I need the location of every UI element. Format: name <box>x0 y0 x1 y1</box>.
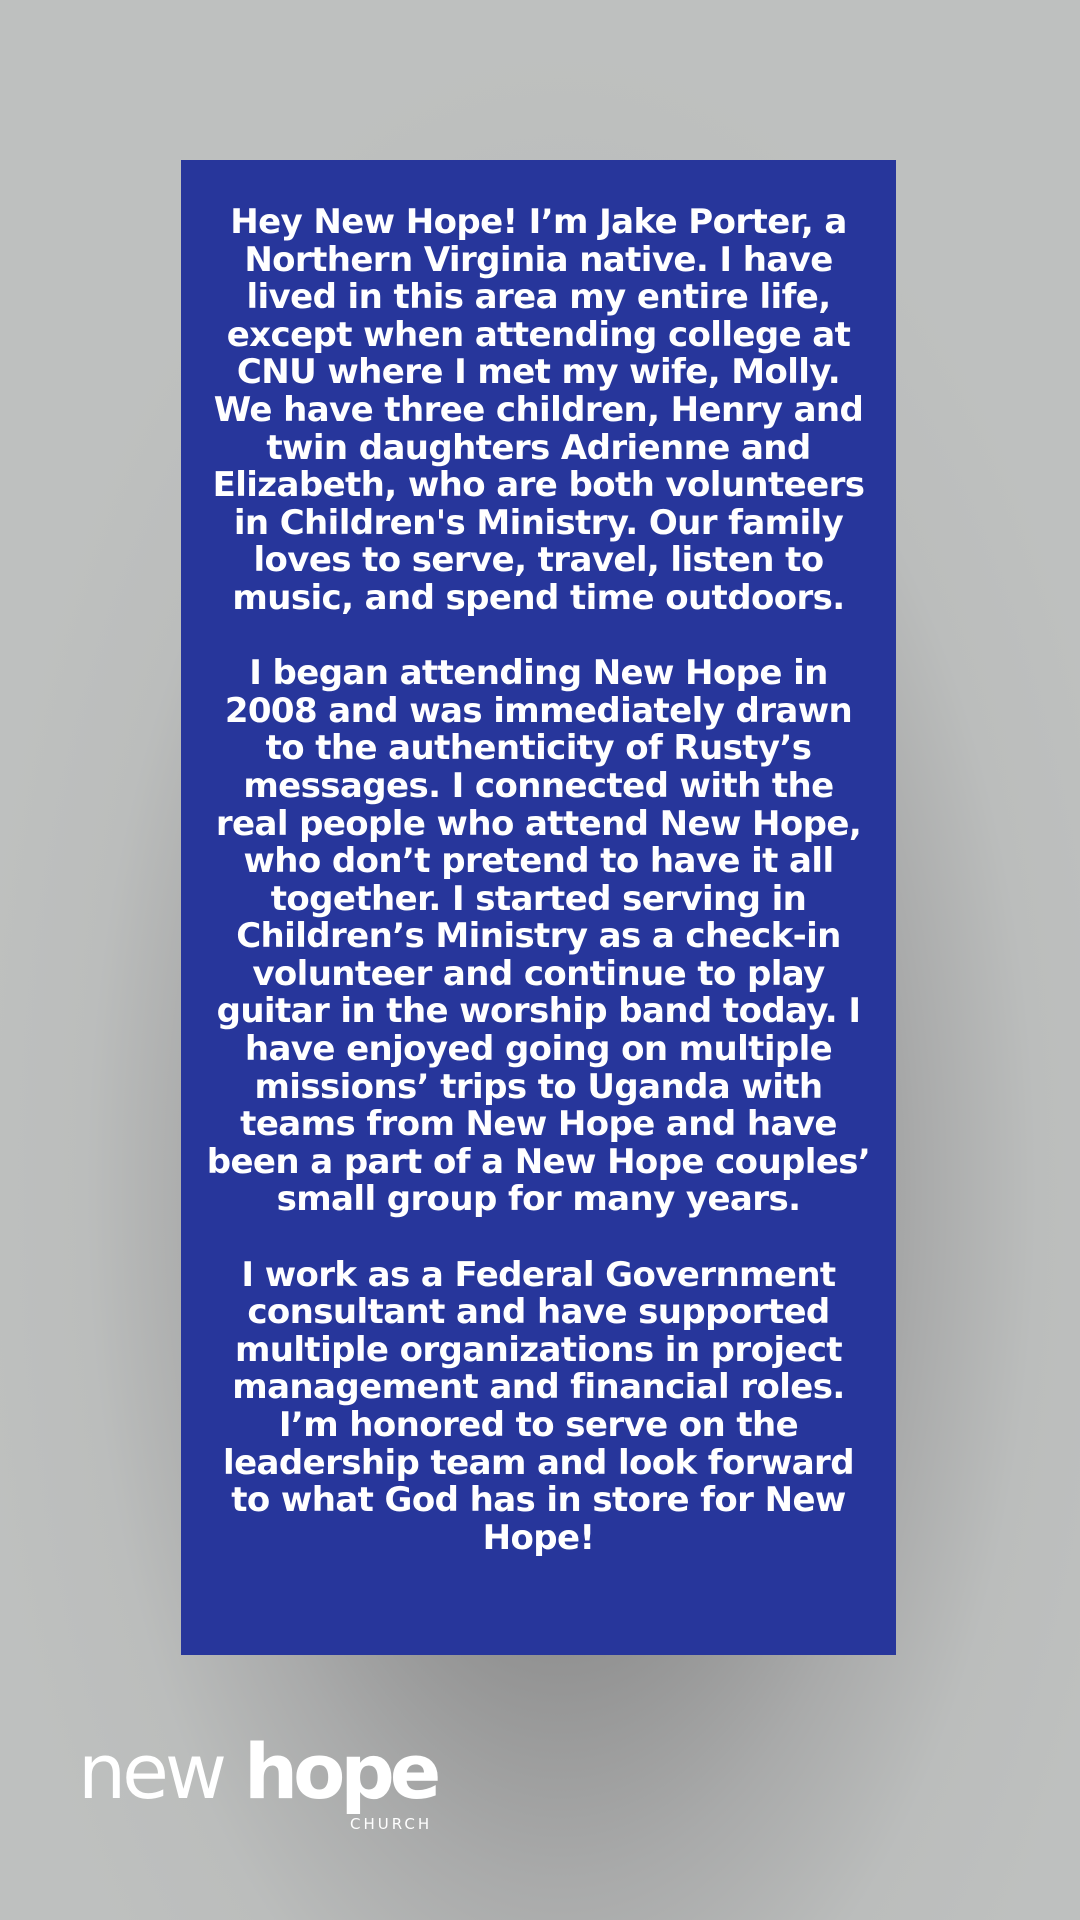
logo-subtitle-church: CHURCH <box>350 1815 433 1833</box>
bio-card <box>181 160 896 1655</box>
bio-paragraph-intro: Hey New Hope! I’m Jake Porter, a Northern Virginia native. I have lived in this area my entire life, except when attending college at CNU where I met my wife, Molly. We have three children, Henry and twin daughters Adrienne and Elizabeth, who are both volunteers in Children's Ministry. Our family loves to serve, travel, listen to music, and spend time outdoors. <box>212 202 865 618</box>
logo-word-hope: hope <box>244 1727 437 1816</box>
logo-word-new: new <box>78 1727 224 1816</box>
bio-paragraph-ministry: I began attending New Hope in 2008 and was immediately drawn to the authenticity of Rusty’s messages. I connected with the real people who attend New Hope, who don’t pretend to have it all together. I started serving in Children’s Ministry as a check-in volunteer and continue to play guitar in the worship band today. I have enjoyed going on multiple missions’ trips to Uganda with teams from New Hope and have been a part of a New Hope couples’ small group for many years. <box>206 653 871 1220</box>
logo-graphic <box>78 1727 458 1833</box>
newhope-church-logo <box>78 1727 458 1833</box>
bio-paragraph-career: I work as a Federal Government consultant and have supported multiple organizations in project management and financial roles. I’m honored to serve on the leadership team and look forward to what God has in store for New Hope! <box>223 1254 854 1558</box>
